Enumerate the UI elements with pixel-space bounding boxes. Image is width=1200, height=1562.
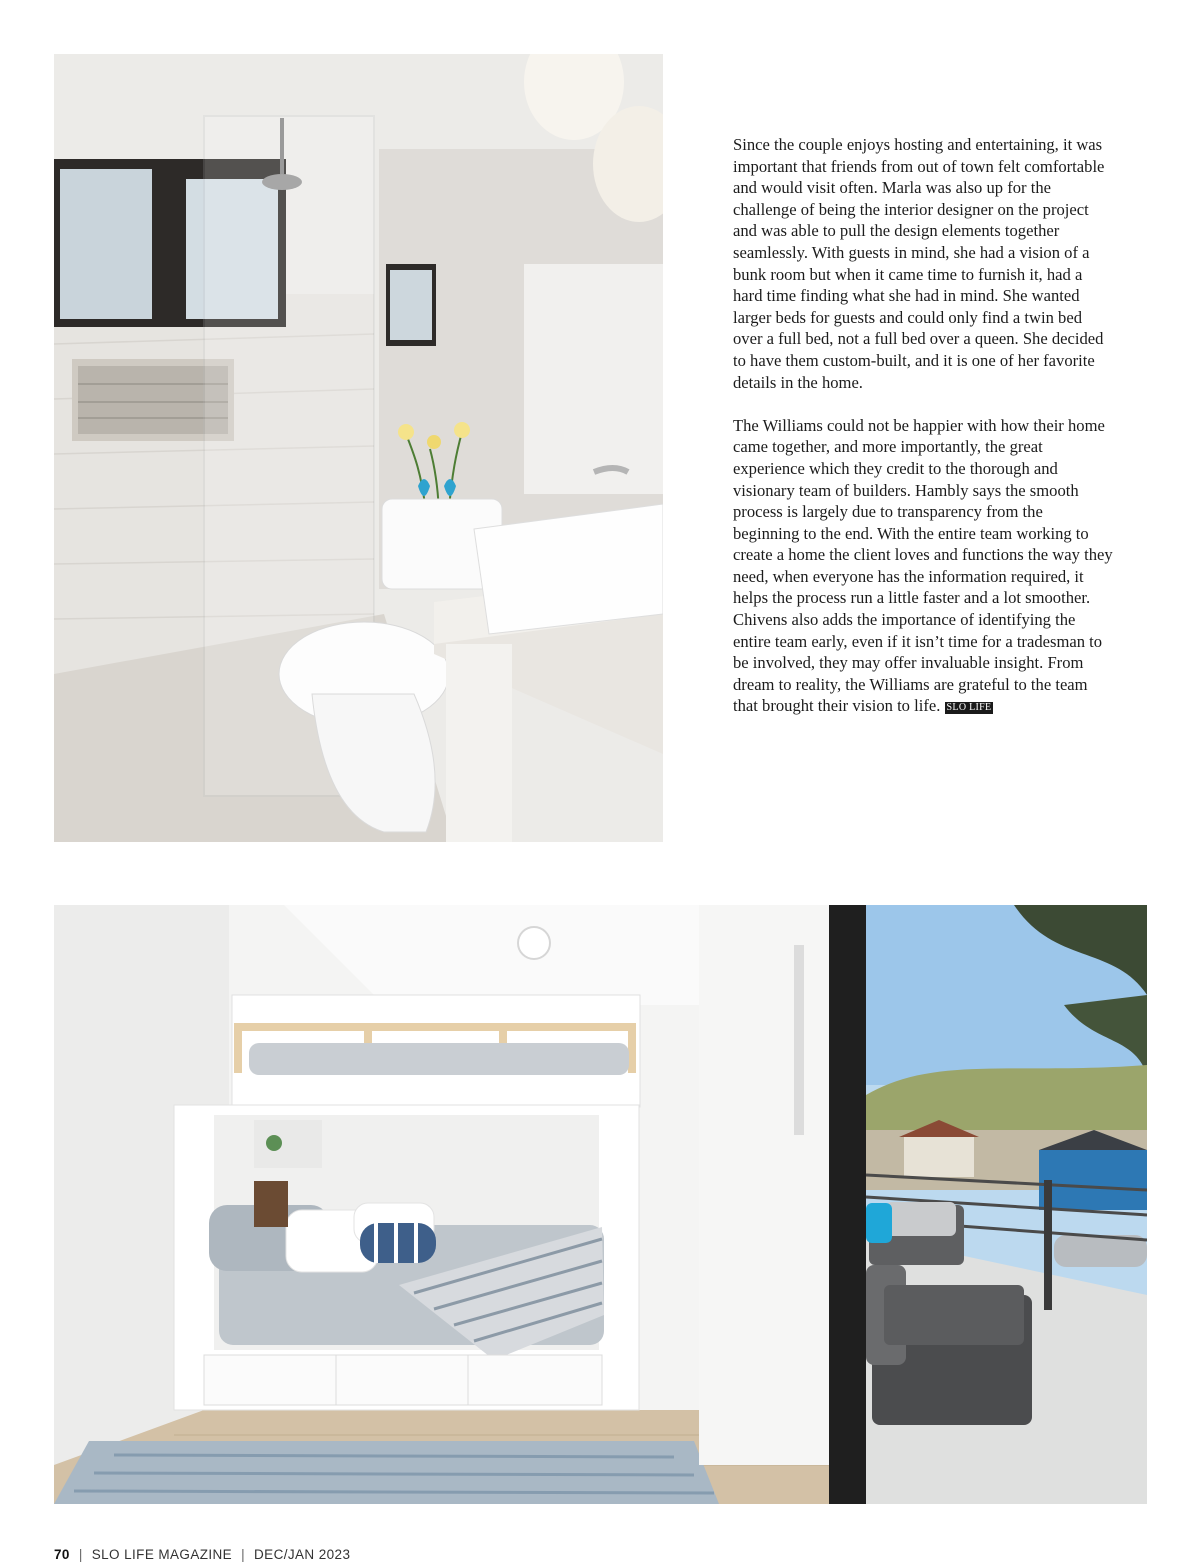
folio-separator: |: [241, 1547, 246, 1562]
issue-date: DEC/JAN 2023: [254, 1547, 351, 1562]
article-paragraph-text: The Williams could not be happier with how their home came together, and more importantly, the great experience which they credit to the thorough and visionary team of builders. Hambly says the smooth process is largely due to transparency from the beginning to the end. With the entire team working to create a home the client loves and functions the way they need, when everyone has the information required, it helps the process run a little faster and a lot smoother. Chivens also adds the importance of identifying the entire team early, even if it isn’t time for a tradesman to be involved, they may offer invaluable insight. From dream to reality, the Williams are grateful to the team that brought their vision to life.: [733, 415, 1113, 716]
article-text: [733, 134, 1113, 739]
magazine-name: SLO LIFE MAGAZINE: [91, 1547, 233, 1562]
page-number: 70: [54, 1547, 70, 1562]
bathroom-photo: [54, 54, 663, 842]
end-mark-slo-life: SLO LIFE: [946, 702, 992, 714]
article-paragraph: [733, 415, 1113, 717]
folio-separator: |: [78, 1547, 83, 1562]
article-paragraph: Since the couple enjoys hosting and entertaining, it was important that friends from out of town felt comfortable and would visit often. Marla was also up for the challenge of being the interior designer on the project and was able to pull the design elements together seamlessly. With guests in mind, she had a vision of a bunk room but when it came time to furnish it, had a hard time finding what she had in mind. She wanted larger beds for guests and could only find a twin bed over a full bed, not a full bed over a queen. She decided to have them custom-built, and it is one of her favorite details in the home.: [733, 135, 1105, 392]
page-folio: [54, 1547, 350, 1562]
bunk-room-photo: [54, 905, 1147, 1504]
